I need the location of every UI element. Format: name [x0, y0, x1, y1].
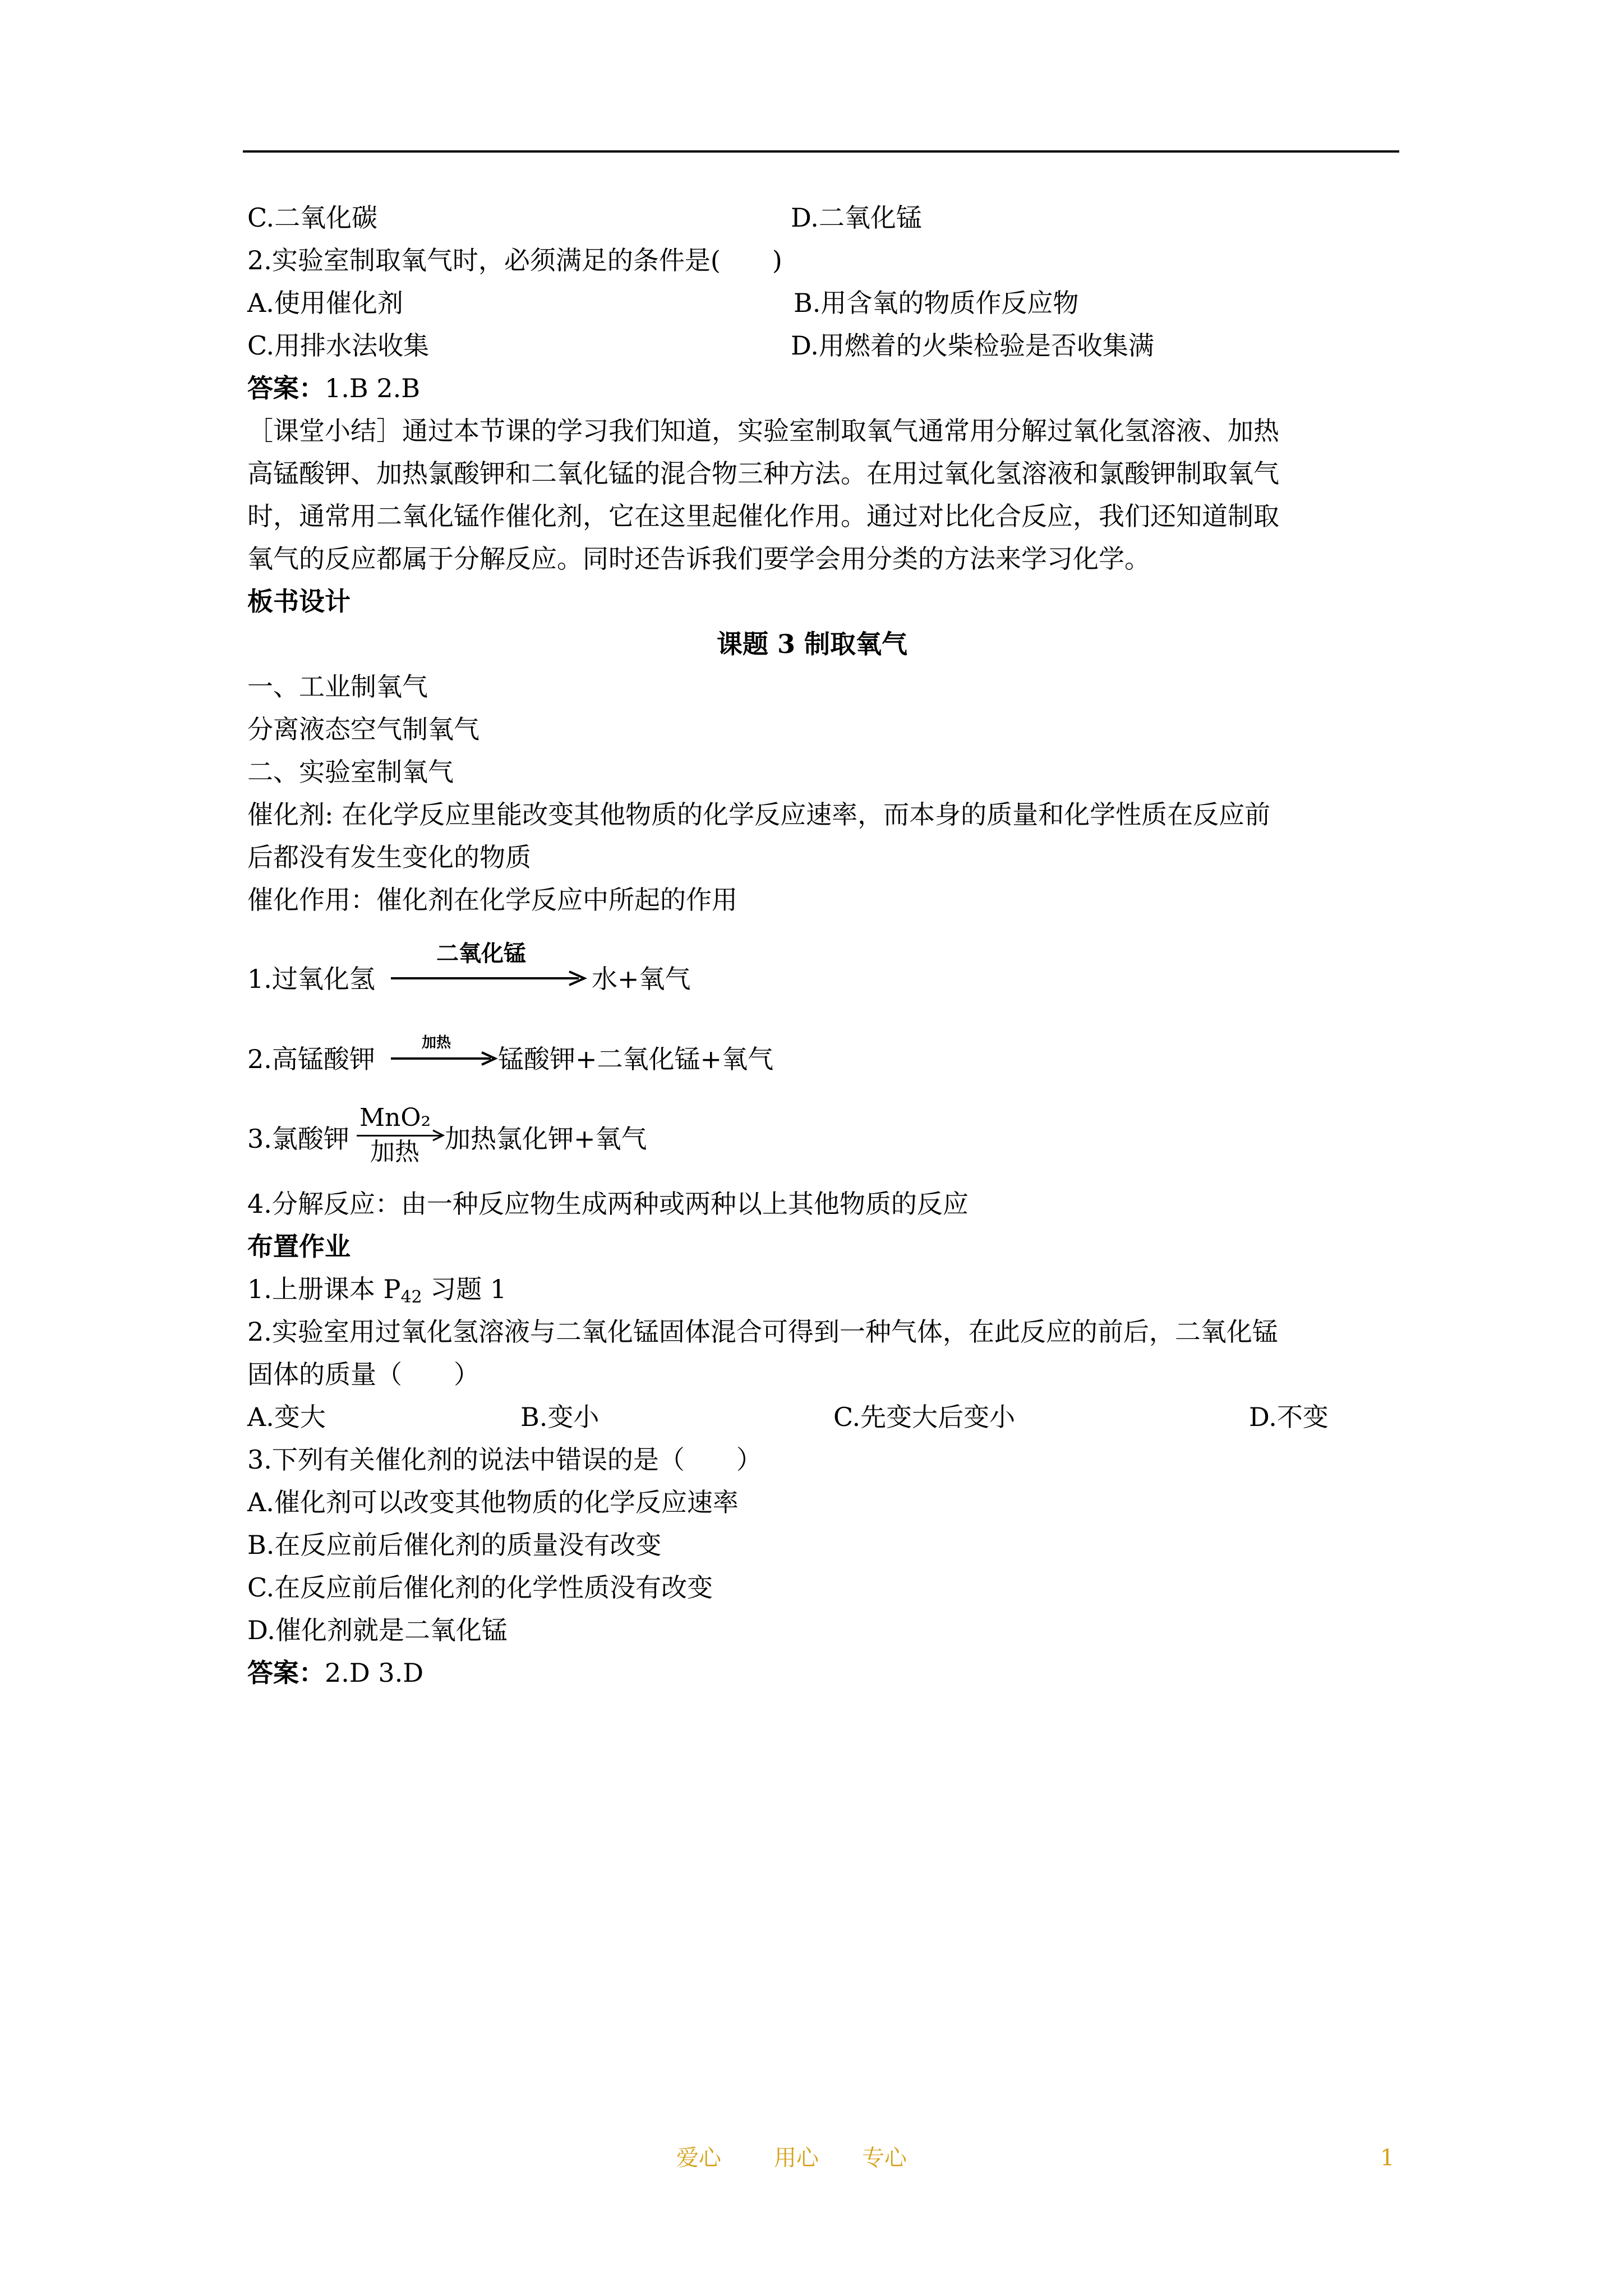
q2-option-b: B.用含氧的物质作反应物: [794, 288, 1079, 318]
eq2-condition: 加热: [422, 1034, 451, 1051]
eq3-condition: 加热: [370, 1138, 419, 1166]
page-number: 1: [1380, 2145, 1395, 2171]
hw2-option-b: B.变小: [520, 1402, 600, 1432]
hw3-option-a: A.催化剂可以改变其他物质的化学反应速率: [247, 1487, 739, 1517]
board-line: 二、实验室制氧气: [247, 757, 454, 787]
board-title: 课题 3 制取氧气: [717, 629, 908, 659]
board-line: 催化作用：催化剂在化学反应中所起的作用: [247, 885, 737, 915]
board-line: 催化剂: 在化学反应里能改变其他物质的化学反应速率，而本身的质量和化学性质在反应前: [247, 799, 1271, 830]
hw1-sub: 42: [400, 1287, 422, 1307]
reaction-arrow-icon: [391, 970, 593, 987]
summary-line: 高锰酸钾、加热氯酸钾和二氧化锰的混合物三种方法。在用过氧化氢溶液和氯酸钾制取氧气: [247, 458, 1279, 489]
eq3-fraction-bar: [357, 1135, 441, 1137]
hw3-stem: 3.下列有关催化剂的说法中错误的是（ ）: [247, 1444, 762, 1475]
footer-text: 爱心: [676, 2145, 721, 2171]
hw3-option-b: B.在反应前后催化剂的质量没有改变: [247, 1530, 662, 1560]
answer-label: 答案：: [247, 1658, 325, 1688]
q1-option-c: C.二氧化碳: [247, 203, 378, 233]
eq1-left: 1.过氧化氢: [247, 964, 375, 994]
answer-2: [247, 1656, 423, 1690]
q2-stem: 2.实验室制取氧气时，必须满足的条件是( ): [247, 245, 782, 275]
eq2-left: 2.高锰酸钾: [247, 1044, 375, 1074]
reaction-arrow-icon: [391, 1050, 503, 1067]
q2-option-d: D.用燃着的火柴检验是否收集满: [791, 330, 1154, 361]
footer-text: 用心: [774, 2145, 819, 2171]
eq2-right: 锰酸钾+二氧化锰+氧气: [498, 1044, 774, 1074]
hw1: [247, 1272, 506, 1306]
hw3-option-c: C.在反应前后催化剂的化学性质没有改变: [247, 1572, 713, 1603]
answer-text: 1.B 2.B: [325, 373, 421, 403]
board-line: 一、工业制氧气: [247, 671, 428, 702]
hw2-option-d: D.不变: [1249, 1402, 1329, 1432]
homework-heading: 布置作业: [247, 1231, 351, 1262]
hw3-option-d: D.催化剂就是二氧化锰: [247, 1615, 508, 1645]
eq3-left: 3.氯酸钾: [247, 1124, 349, 1154]
eq3-right: 加热氯化钾+氧气: [445, 1124, 647, 1154]
header-rule: [243, 150, 1399, 153]
hw2-stem: 固体的质量（ ）: [247, 1359, 479, 1389]
q1-option-d: D.二氧化锰: [791, 203, 922, 233]
answer-1: [247, 371, 420, 405]
board-line: 后都没有发生变化的物质: [247, 842, 531, 872]
eq1-condition: 二氧化锰: [436, 940, 526, 967]
eq3-catalyst: MnO₂: [359, 1103, 431, 1132]
footer-text: 专心: [862, 2145, 907, 2171]
hw2-stem: 2.实验室用过氧化氢溶液与二氧化锰固体混合可得到一种气体，在此反应的前后，二氧化锰: [247, 1317, 1278, 1347]
hw2-option-c: C.先变大后变小: [833, 1402, 1016, 1432]
summary-line: 时，通常用二氧化锰作催化剂，它在这里起催化作用。通过对比化合反应，我们还知道制取: [247, 501, 1279, 531]
board-line: 分离液态空气制氧气: [247, 714, 479, 744]
hw1-post: 习题 1: [422, 1274, 507, 1304]
hw1-pre: 1.上册课本 P: [247, 1274, 401, 1304]
board-heading: 板书设计: [247, 586, 351, 616]
summary-line: 氧气的反应都属于分解反应。同时还告诉我们要学会用分类的方法来学习化学。: [247, 544, 1150, 574]
q2-option-a: A.使用催化剂: [247, 288, 403, 318]
eq1-right: 水+氧气: [592, 964, 691, 994]
answer-text: 2.D 3.D: [325, 1658, 424, 1688]
answer-label: 答案：: [247, 373, 325, 403]
reaction-arrow-icon: [431, 1129, 446, 1142]
eq4-definition: 4.分解反应：由一种反应物生成两种或两种以上其他物质的反应: [247, 1189, 969, 1219]
hw2-option-a: A.变大: [247, 1402, 326, 1432]
q2-option-c: C.用排水法收集: [247, 330, 430, 361]
summary-line: ［课堂小结］通过本节课的学习我们知道，实验室制取氧气通常用分解过氧化氢溶液、加热: [247, 416, 1279, 446]
